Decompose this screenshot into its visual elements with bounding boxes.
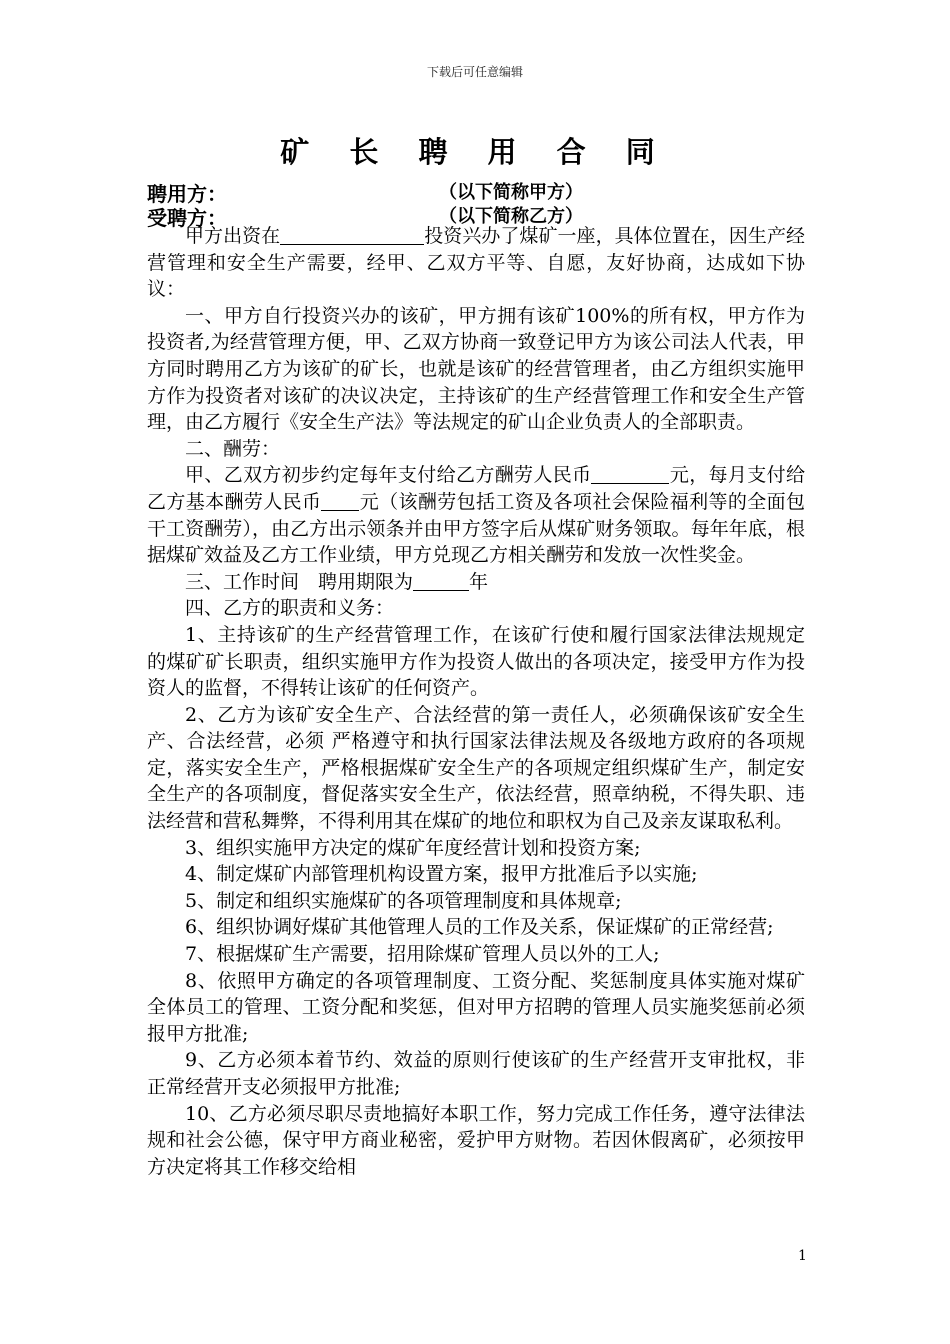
duty-1: 1、主持该矿的生产经营管理工作，在该矿行使和履行国家法律法规规定的煤矿矿长职责，组织实施甲方作为投资人做出的各项决定，接受甲方作为投资人的监督，不得转让该矿的任何资产。	[147, 623, 805, 700]
employee-label: 受聘方：	[147, 206, 227, 230]
duty-2: 2、乙方为该矿安全生产、合法经营的第一责任人，必须确保该矿安全生产、合法经营，必须 严格遵守和执行国家法律法规及各级地方政府的各项规定，落实安全生产，严格根据煤矿安全生产的各项规定组织煤矿生产，制定安全生产的各项制度，督促落实安全生产，依法经营，照章纳税，不得失职、违法经营和营私舞弊，不得利用其在煤矿的地位和职权为自己及亲友谋取私利。	[147, 703, 805, 833]
duty-7: 7、根据煤矿生产需要，招用除煤矿管理人员以外的工人;	[185, 943, 660, 966]
article-3-text-b: 年	[469, 570, 489, 593]
article-1: 一、甲方自行投资兴办的该矿，甲方拥有该矿100%的所有权，甲方作为投资者,为经营管理方便，甲、乙双方协商一致登记甲方为该公司法人代表，甲方同时聘用乙方为该矿的矿长，也就是该矿的经营管理者，由乙方组织实施甲方作为投资者对该矿的决议决定，主持该矿的生产经营管理工作和安全生产管理，由乙方履行《安全生产法》等法规定的矿山企业负责人的全部职责。	[147, 304, 805, 434]
article-3	[147, 569, 805, 596]
duty-6: 6、组织协调好煤矿其他管理人员的工作及关系，保证煤矿的正常经营;	[185, 916, 774, 939]
article-2-text-a: 甲、乙双方初步约定每年支付给乙方酬劳人民币	[185, 464, 592, 487]
duty-3: 3、组织实施甲方决定的煤矿年度经营计划和投资方案;	[185, 836, 641, 859]
duty-8: 8、依照甲方确定的各项管理制度、工资分配、奖惩制度具体实施对煤矿全体员工的管理、工资分配和奖惩，但对甲方招聘的管理人员实施奖惩前必须报甲方批准;	[147, 969, 805, 1045]
duty-5: 5、制定和组织实施煤矿的各项管理制度和具体规章;	[185, 889, 622, 912]
page-number: 1	[798, 1248, 807, 1264]
duty-4: 4、制定煤矿内部管理机构设置方案，报甲方批准后予以实施;	[185, 863, 698, 886]
header-note: 下载后可任意编辑	[426, 65, 523, 79]
article-3-text-a: 三、工作时间 聘用期限为	[185, 570, 414, 593]
duty-10: 10、乙方必须尽职尽责地搞好本职工作，努力完成工作任务，遵守法律法规和社会公德，保守甲方商业秘密，爱护甲方财物。若因休假离矿，必须按甲方决定将其工作移交给相	[147, 1102, 805, 1178]
location-blank	[280, 225, 424, 245]
article-2-text-b: 元，每月支付给乙方基本酬劳人民币	[147, 464, 805, 513]
intro-text-b: 投资兴办了煤矿一座，具体位置在，因生产经营管理和安全生产需要，经甲、乙双方平等、自愿，友好协商，达成如下协议：	[147, 225, 805, 301]
term-blank	[413, 571, 469, 591]
intro-paragraph	[147, 223, 805, 303]
duty-9: 9、乙方必须本着节约、效益的原则行使该矿的生产经营开支审批权，非正常经营开支必须报甲方批准;	[147, 1049, 805, 1098]
intro-text-a: 甲方出资在	[185, 225, 281, 247]
article-2	[147, 462, 805, 568]
article-2-text-c: 元（该酬劳包括工资及各项社会保险福利等的全面包干工资酬劳），由乙方出示领条并由甲方签字后从煤矿财务领取。每年年底，根据煤矿效益及乙方工作业绩，甲方兑现乙方相关酬劳和发放一次性奖金。	[147, 490, 805, 567]
article-4-heading: 四、乙方的职责和义务：	[185, 597, 395, 620]
contract-title: 矿 长 聘 用 合 同	[280, 135, 670, 169]
annual-pay-blank	[591, 464, 669, 484]
monthly-pay-blank	[321, 491, 359, 511]
article-2-heading: 二、酬劳：	[185, 437, 281, 460]
employee-note: （以下简称乙方）	[439, 206, 583, 227]
employer-label: 聘用方：	[147, 182, 227, 206]
contract-body	[147, 223, 805, 1180]
employer-note: （以下简称甲方）	[439, 182, 583, 203]
